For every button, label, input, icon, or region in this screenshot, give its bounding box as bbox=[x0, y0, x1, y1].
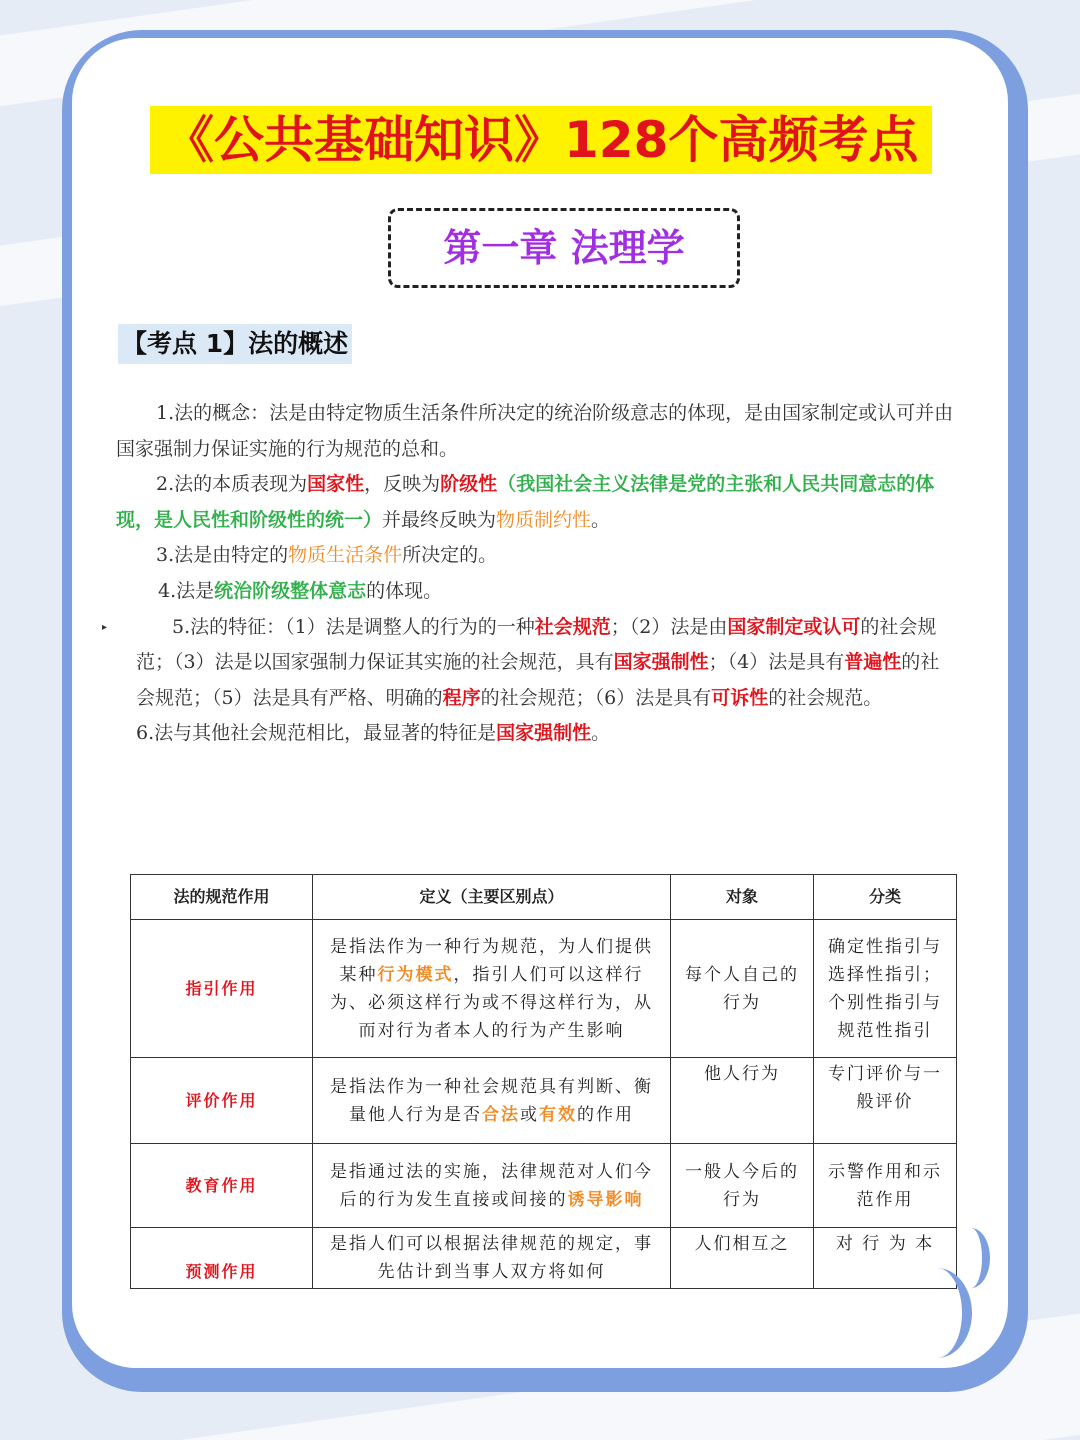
header-definition: 定义（主要区别点） bbox=[313, 875, 671, 920]
header-function: 法的规范作用 bbox=[131, 875, 313, 920]
row-object: 每个人自己的行为 bbox=[671, 920, 814, 1058]
table-header-row bbox=[131, 875, 957, 920]
table-row bbox=[131, 1228, 957, 1289]
paragraph-1: 1.法的概念：法是由特定物质生活条件所决定的统治阶级意志的体现，是由国家制定或认可并由国家强制力保证实施的行为规范的总和。 bbox=[116, 402, 954, 460]
decorative-curve bbox=[902, 1268, 972, 1358]
row-object: 他人行为 bbox=[671, 1058, 814, 1144]
law-function-table bbox=[130, 874, 957, 1289]
bullet-marker: ▸ bbox=[102, 622, 108, 633]
chapter-label: 第一章 法理学 bbox=[388, 208, 740, 288]
row-name: 评价作用 bbox=[131, 1058, 313, 1144]
page-title: 《公共基础知识》128个高频考点 bbox=[150, 106, 932, 174]
paragraph-2: 2.法的本质表现为国家性，反映为阶级性（我国社会主义法律是党的主张和人民共同意志的体现，是人民性和阶级性的统一）并最终反映为物质制约性。 bbox=[116, 473, 935, 531]
row-name: 指引作用 bbox=[131, 920, 313, 1058]
row-definition: 是指法作为一种行为规范，为人们提供某种行为模式，指引人们可以这样行为、必须这样行为或不得这样行为，从而对行为者本人的行为产生影响 bbox=[313, 920, 671, 1058]
section-heading: 【考点 1】法的概述 bbox=[118, 324, 352, 364]
paragraph-3: 3.法是由特定的物质生活条件所决定的。 bbox=[156, 544, 498, 567]
row-definition: 是指法作为一种社会规范具有判断、衡量他人行为是否合法或有效的作用 bbox=[313, 1058, 671, 1144]
paragraph-6: 6.法与其他社会规范相比，最显著的特征是国家强制性。 bbox=[136, 722, 611, 745]
header-category: 分类 bbox=[814, 875, 957, 920]
row-category: 示警作用和示范作用 bbox=[814, 1144, 957, 1228]
row-name: 教育作用 bbox=[131, 1144, 313, 1228]
content-card bbox=[72, 38, 1008, 1368]
row-definition: 是指通过法的实施，法律规范对人们今后的行为发生直接或间接的诱导影响 bbox=[313, 1144, 671, 1228]
row-category: 专门评价与一般评价 bbox=[814, 1058, 957, 1144]
paragraph-4: 4.法是统治阶级整体意志的体现。 bbox=[158, 579, 443, 602]
table-row bbox=[131, 1144, 957, 1228]
header-object: 对象 bbox=[671, 875, 814, 920]
article-body bbox=[116, 396, 956, 752]
row-object: 一般人今后的行为 bbox=[671, 1144, 814, 1228]
row-object: 人们相互之 bbox=[671, 1228, 814, 1289]
paragraph-5: 5.法的特征：（1）法是调整人的行为的一种社会规范；（2）法是由国家制定或认可的社会规范；（3）法是以国家强制力保证其实施的社会规范，具有国家强制性；（4）法是具有普遍性的社会规范；（5）法是具有严格、明确的程序的社会规范；（6）法是具有可诉性的社会规范。 bbox=[136, 615, 940, 709]
table-row bbox=[131, 1058, 957, 1144]
row-category: 确定性指引与选择性指引；个别性指引与规范性指引 bbox=[814, 920, 957, 1058]
table-row bbox=[131, 920, 957, 1058]
row-category: 对 行 为 本 bbox=[814, 1228, 957, 1289]
row-name: 预测作用 bbox=[131, 1228, 313, 1289]
row-definition: 是指人们可以根据法律规范的规定，事先估计到当事人双方将如何 bbox=[313, 1228, 671, 1289]
